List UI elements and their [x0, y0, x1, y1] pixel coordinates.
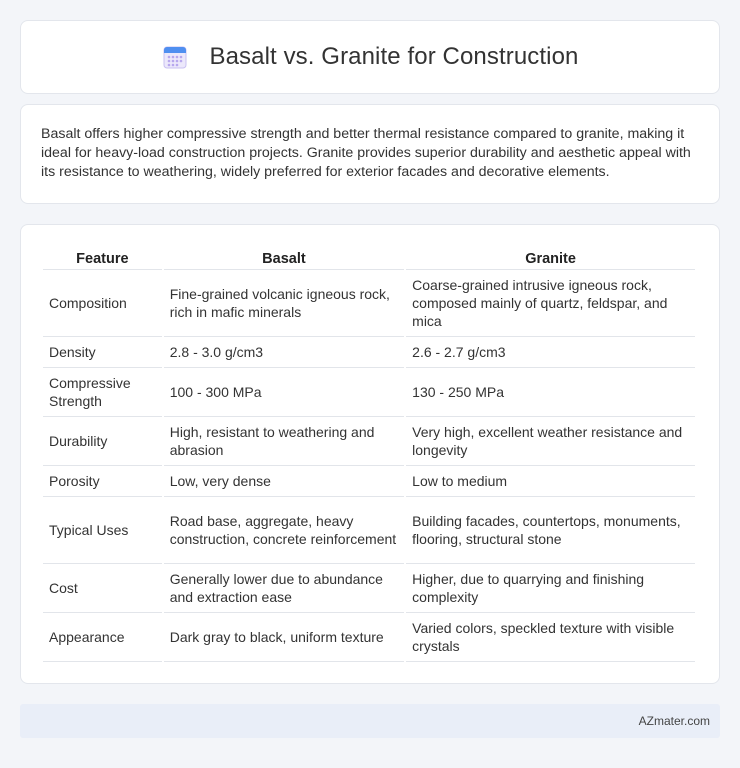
feature-cell: Porosity: [43, 466, 162, 497]
basalt-cell: 2.8 - 3.0 g/cm3: [164, 337, 404, 368]
basalt-cell: Road base, aggregate, heavy construction, concrete reinforcement: [164, 497, 404, 564]
granite-cell: 130 - 250 MPa: [406, 368, 695, 417]
granite-cell: Coarse-grained intrusive igneous rock, composed mainly of quartz, feldspar, and mica: [406, 270, 695, 337]
basalt-cell: Generally lower due to abundance and extraction ease: [164, 564, 404, 613]
basalt-cell: Dark gray to black, uniform texture: [164, 613, 404, 662]
summary-card: [20, 104, 720, 204]
table-row: [43, 564, 695, 613]
basalt-cell: 100 - 300 MPa: [164, 368, 404, 417]
footer-source-text: AZmater.com: [638, 714, 710, 728]
header-feature: Feature: [43, 245, 162, 270]
table-row: [43, 417, 695, 466]
feature-cell: Cost: [43, 564, 162, 613]
granite-cell: 2.6 - 2.7 g/cm3: [406, 337, 695, 368]
calendar-icon: [162, 44, 188, 70]
table-row: [43, 466, 695, 497]
comparison-table-card: [20, 224, 720, 684]
feature-cell: Compressive Strength: [43, 368, 162, 417]
feature-cell: Composition: [43, 270, 162, 337]
feature-cell: Density: [43, 337, 162, 368]
basalt-cell: High, resistant to weathering and abrasion: [164, 417, 404, 466]
granite-cell: Higher, due to quarrying and finishing complexity: [406, 564, 695, 613]
granite-cell: Varied colors, speckled texture with visible crystals: [406, 613, 695, 662]
granite-cell: Low to medium: [406, 466, 695, 497]
comparison-table: [41, 245, 697, 662]
table-row: [43, 368, 695, 417]
footer-bar: [20, 704, 720, 738]
table-row: [43, 337, 695, 368]
basalt-cell: Low, very dense: [164, 466, 404, 497]
header-granite: Granite: [406, 245, 695, 270]
table-row: [43, 497, 695, 564]
summary-text: Basalt offers higher compressive strength and better thermal resistance compared to granite, making it ideal for heavy-load construction projects. Granite provides superior durability and aesthetic appeal with its resistance to weathering, widely preferred for exterior facades and decorative elements.: [41, 126, 691, 180]
header-basalt: Basalt: [164, 245, 404, 270]
title-wrap: [162, 43, 579, 71]
table-row: [43, 270, 695, 337]
granite-cell: Very high, excellent weather resistance and longevity: [406, 417, 695, 466]
feature-cell: Appearance: [43, 613, 162, 662]
feature-cell: Typical Uses: [43, 497, 162, 564]
header-card: [20, 20, 720, 94]
page-title: Basalt vs. Granite for Construction: [209, 43, 579, 70]
feature-cell: Durability: [43, 417, 162, 466]
table-header-row: [43, 245, 695, 270]
granite-cell: Building facades, countertops, monuments, flooring, structural stone: [406, 497, 695, 564]
basalt-cell: Fine-grained volcanic igneous rock, rich in mafic minerals: [164, 270, 404, 337]
table-row: [43, 613, 695, 662]
